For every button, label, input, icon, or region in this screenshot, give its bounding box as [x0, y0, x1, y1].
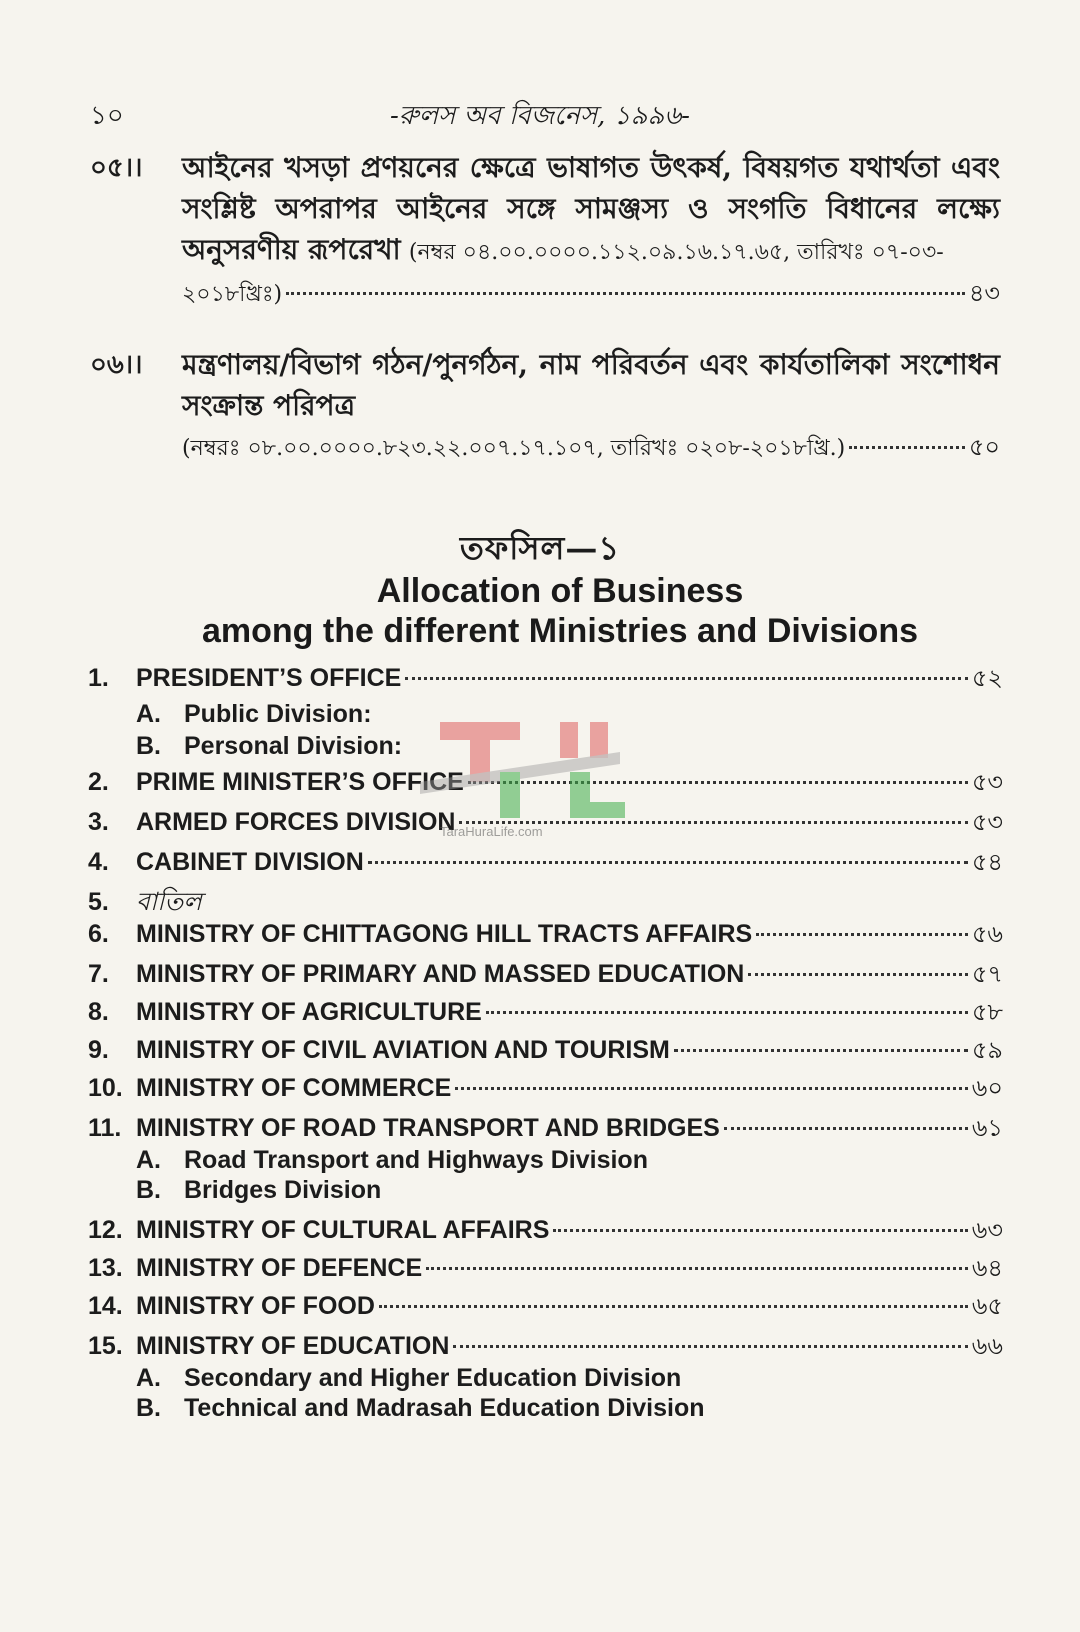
watermark-logo	[420, 712, 630, 842]
toc-item	[88, 1070, 1003, 1106]
toc-item-page: ৬৬	[971, 1332, 1003, 1360]
toc-item-label: MINISTRY OF ROAD TRANSPORT AND BRIDGES	[136, 1114, 720, 1142]
toc-item	[88, 956, 1003, 992]
toc-item-page: ৫৬	[971, 920, 1003, 948]
toc-item	[88, 1250, 1003, 1286]
toc-item-number: 14.	[88, 1292, 123, 1320]
toc-item-page: ৫৯	[971, 1036, 1003, 1064]
toc-item-label: MINISTRY OF CIVIL AVIATION AND TOURISM	[136, 1036, 670, 1064]
toc-item-page: ৫৩	[971, 768, 1003, 796]
schedule-title-line-1: Allocation of Business	[376, 572, 744, 610]
toc-item-page: ৬৪	[971, 1254, 1003, 1282]
entry-leader-line	[182, 427, 1000, 469]
toc-item-number: 9.	[88, 1036, 109, 1064]
toc-item-label: বাতিল	[136, 887, 202, 916]
toc-subitem	[136, 1146, 648, 1175]
dot-leader	[553, 1229, 967, 1232]
toc-subitem-label: Personal Division:	[184, 732, 403, 760]
toc-item-page: ৫৮	[971, 998, 1003, 1026]
dot-leader	[748, 973, 967, 976]
toc-item-number: 8.	[88, 998, 109, 1026]
toc-item-page: ৫৩	[971, 808, 1003, 836]
toc-subitem	[136, 1364, 681, 1393]
toc-item	[88, 1110, 1003, 1146]
toc-subitem-letter: A.	[136, 1146, 161, 1174]
dot-leader	[756, 933, 968, 936]
toc-item-label: MINISTRY OF EDUCATION	[136, 1332, 450, 1360]
entry-reference-tail: ২০১৮খ্রিঃ)	[182, 282, 283, 307]
toc-item-page: ৬৩	[971, 1216, 1003, 1244]
toc-item-label: MINISTRY OF CULTURAL AFFAIRS	[136, 1216, 550, 1244]
dot-leader	[368, 861, 968, 864]
toc-item	[88, 1212, 1003, 1248]
toc-subitem-label: Technical and Madrasah Education Division	[184, 1394, 705, 1422]
dot-leader	[486, 1011, 968, 1014]
dot-leader	[674, 1049, 968, 1052]
toc-item	[88, 916, 1003, 952]
entry-number: ০৫।।	[90, 153, 143, 183]
toc-item-label: PRIME MINISTER’S OFFICE	[136, 768, 464, 796]
dot-leader	[426, 1267, 968, 1270]
running-title: -রুলস অব বিজনেস, ১৯৯৬-	[390, 101, 690, 131]
toc-subitem-letter: A.	[136, 700, 161, 728]
toc-item-label: MINISTRY OF FOOD	[136, 1292, 375, 1320]
entry-reference: (নম্বরঃ ০৮.০০.০০০০.৮২৩.২২.০০৭.১৭.১০৭, তারিখঃ ০২০৮-২০১৮খ্রি.)	[182, 436, 846, 461]
page-number: ১০	[90, 101, 124, 131]
toc-subitem-label: Public Division:	[184, 700, 372, 728]
toc-subitem-label: Bridges Division	[184, 1176, 382, 1204]
toc-item	[88, 660, 1003, 696]
dot-leader	[849, 446, 965, 449]
schedule-title-line-2: among the different Ministries and Divisions	[202, 612, 918, 650]
toc-item-number: 11.	[88, 1114, 122, 1142]
watermark-text: TaraHuraLife.com	[440, 824, 543, 839]
entry-text: মন্ত্রণালয়/বিভাগ গঠন/পুনর্গঠন, নাম পরিবর্তন এবং কার্যতালিকা সংশোধন সংক্রান্ত পরিপত্র	[182, 348, 1000, 422]
toc-item-number: 3.	[88, 808, 109, 836]
toc-item-page: ৬৫	[971, 1292, 1003, 1320]
dot-leader	[455, 1087, 967, 1090]
toc-item-number: 1.	[88, 664, 109, 692]
toc-item	[88, 1328, 1003, 1364]
toc-item-number: 7.	[88, 960, 109, 988]
toc-item-number: 15.	[88, 1332, 123, 1360]
toc-item-page: ৫৪	[971, 848, 1003, 876]
toc-item-label: MINISTRY OF DEFENCE	[136, 1254, 423, 1282]
toc-subitem-label: Secondary and Higher Education Division	[184, 1364, 682, 1392]
toc-subitem-letter: B.	[136, 1176, 161, 1204]
dot-leader	[379, 1305, 968, 1308]
toc-item-page: ৫২	[971, 664, 1003, 692]
toc-item-number: 4.	[88, 848, 109, 876]
toc-item-label: PRESIDENT’S OFFICE	[136, 664, 402, 692]
entry-page: ৪৩	[968, 279, 1000, 307]
toc-item	[88, 994, 1003, 1030]
page-header	[90, 95, 990, 135]
toc-item	[88, 844, 1003, 880]
toc-subitem-letter: B.	[136, 732, 161, 760]
toc-item-label: MINISTRY OF COMMERCE	[136, 1074, 452, 1102]
toc-subitem-label: Road Transport and Highways Division	[184, 1146, 648, 1174]
schedule-label: তফসিল—১	[459, 529, 621, 567]
bengali-entry-05	[90, 148, 1000, 315]
bengali-entry-06	[90, 345, 1000, 469]
toc-subitem	[136, 1176, 381, 1205]
toc-item-number: 5.	[88, 888, 109, 916]
toc-item-number: 10.	[88, 1074, 123, 1102]
toc-item	[88, 1288, 1003, 1324]
toc-item-label: CABINET DIVISION	[136, 848, 364, 876]
entry-text: আইনের খসড়া প্রণয়নের ক্ষেত্রে ভাষাগত উৎকর্ষ, বিষয়গত যথার্থতা এবং সংশ্লিষ্ট অপরাপর আইনের সঙ্গে সামঞ্জস্য ও সংগতি বিধানের লক্ষ্যে অনুসরণীয় রূপরেখা	[182, 151, 1000, 266]
watermark-logo-icon	[420, 712, 630, 832]
toc-subitem	[136, 700, 372, 729]
toc-item	[88, 1032, 1003, 1068]
toc-item-number: 12.	[88, 1216, 123, 1244]
entry-reference: (নম্বর ০৪.০০.০০০০.১১২.০৯.১৬.১৭.৬৫, তারিখঃ ০৭-০৩-	[408, 240, 944, 265]
toc-item-page: ৬০	[971, 1074, 1003, 1102]
toc-item-page: ৬১	[971, 1114, 1003, 1142]
dot-leader	[286, 292, 965, 295]
toc-item-number: 13.	[88, 1254, 123, 1282]
entry-leader-line	[182, 273, 1000, 315]
toc-item-label: MINISTRY OF PRIMARY AND MASSED EDUCATION	[136, 960, 745, 988]
toc-subitem-letter: A.	[136, 1364, 161, 1392]
entry-number: ০৬।।	[90, 350, 143, 380]
toc-item-label: ARMED FORCES DIVISION	[136, 808, 456, 836]
dot-leader	[724, 1127, 968, 1130]
toc-item-number: 6.	[88, 920, 109, 948]
toc-item-page: ৫৭	[971, 960, 1003, 988]
entry-page: ৫০	[968, 433, 1000, 461]
toc-item-number: 2.	[88, 768, 109, 796]
toc-item-label: MINISTRY OF AGRICULTURE	[136, 998, 482, 1026]
toc-item-label: MINISTRY OF CHITTAGONG HILL TRACTS AFFAIRS	[136, 920, 753, 948]
dot-leader	[405, 677, 968, 680]
toc-subitem	[136, 1394, 704, 1423]
toc-item	[88, 882, 1003, 918]
toc-subitem	[136, 732, 402, 761]
toc-subitem-letter: B.	[136, 1394, 161, 1422]
dot-leader	[453, 1345, 967, 1348]
